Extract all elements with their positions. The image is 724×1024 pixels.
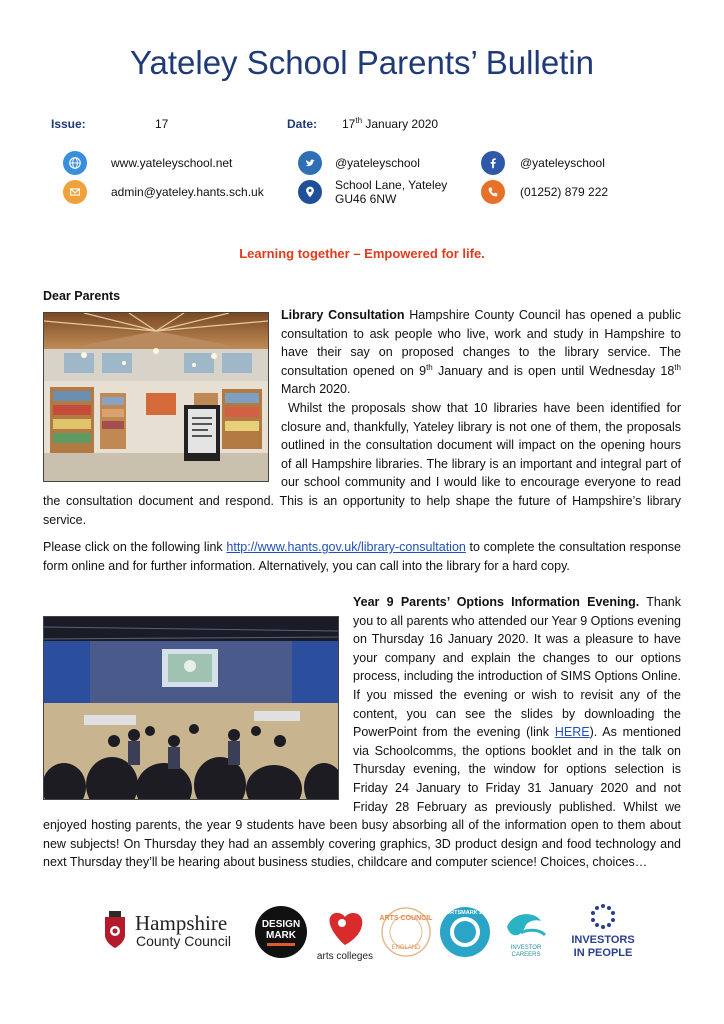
address-text: School Lane, Yateley GU46 6NW	[335, 178, 448, 206]
twitter-handle[interactable]: @yateleyschool	[335, 156, 420, 170]
email-text[interactable]: admin@yateley.hants.sch.uk	[111, 185, 264, 199]
library-section	[43, 306, 681, 575]
greeting: Dear Parents	[43, 289, 121, 303]
design-mark-line2: MARK	[266, 930, 296, 941]
investor-careers-line1: INVESTOR	[510, 945, 542, 951]
date-value: 17th January 2020	[342, 116, 439, 131]
options-paragraph: Year 9 Parents’ Options Information Evening. Thank you to all parents who attended our Year 9 Options evening on Thursday 16 January 2020. It was a pleasure to have your company and explain the changes to our options process, including the introduction of SIMS Options Online. If you missed the evening or wish to revisit any of the content, you can see the slides by downloading the PowerPoint from the evening (link HERE). As mentioned via Schoolcomms, the options booklet and in the talk on Thursday evening, the window for options selection is Friday 24 January to Friday 31 January 2020 and not Friday 28 February as previously published. Whilst we enjoyed hosting parents, the year 9 students have been busy absorbing all of the information open to them about new subjects! On Thursday they had an assembly covering graphics, 3D product design and food technology and next Thursday they’ll be hearing about business studies, childcare and computer science! Choices, choices…	[43, 595, 682, 870]
arts-colleges-label: arts colleges	[316, 951, 374, 962]
library-paragraph-1: Library Consultation Hampshire County Council has opened a public consultation to ask people who live, work and study in Hampshire to have their say on proposed changes to the library service. The consultation opened on 9th January and is open until Wednesday 18th March 2020.	[281, 308, 682, 397]
email-icon	[63, 180, 87, 204]
hampshire-name: Hampshire	[135, 911, 228, 935]
issue-label: Issue:	[51, 117, 86, 131]
options-section	[43, 593, 681, 872]
library-consultation-link[interactable]: http://www.hants.gov.uk/library-consultation	[226, 540, 466, 555]
globe-icon	[63, 151, 87, 175]
options-evening-photo	[43, 616, 339, 800]
school-tagline: Learning together – Empowered for life.	[239, 246, 485, 261]
date-label: Date:	[287, 117, 318, 131]
location-pin-icon	[298, 180, 322, 204]
phone-text[interactable]: (01252) 879 222	[520, 185, 609, 199]
website-text[interactable]: www.yateleyschool.net	[111, 156, 233, 170]
investors-in-people-line1: INVESTORS	[571, 934, 635, 946]
investor-careers-line2: CAREERS	[511, 952, 541, 958]
slides-here-link[interactable]: HERE	[554, 725, 590, 740]
library-paragraph-2: Whilst the proposals show that 10 libraries have been identified for closure and, thankfully, Yateley library is not one of them, the proposals outlined in the consultation document will impact on the opening hours of all Hampshire libraries. The library is an important and integral part of our school community and I would like to encourage everyone to read the consultation document and respond. This is an opportunity to help shape the future of Hampshire’s library service.	[43, 400, 681, 527]
county-council-name: County Council	[136, 933, 231, 949]
twitter-icon	[298, 151, 322, 175]
hampshire-crest-logo	[105, 911, 125, 948]
footer-logos	[95, 903, 635, 965]
arts-council-label: ARTS COUNCIL	[379, 915, 433, 922]
sportsmark-label: SPORTSMARK 2008	[438, 910, 492, 916]
design-mark-line1: DESIGN	[261, 919, 301, 930]
library-photo	[43, 312, 269, 482]
facebook-handle[interactable]: @yateleyschool	[520, 156, 605, 170]
facebook-icon	[481, 151, 505, 175]
issue-value: 17	[155, 117, 169, 131]
bulletin-title: Yateley School Parents’ Bulletin	[129, 44, 595, 81]
phone-icon	[481, 180, 505, 204]
investors-in-people-line2: IN PEOPLE	[573, 947, 633, 959]
arts-council-england: ENGLAND	[391, 945, 421, 951]
library-paragraph-3: Please click on the following link http://www.hants.gov.uk/library-consultation to complete the consultation response form online and for further information. Alternatively, you can call into the library for a hard copy.	[43, 540, 681, 573]
